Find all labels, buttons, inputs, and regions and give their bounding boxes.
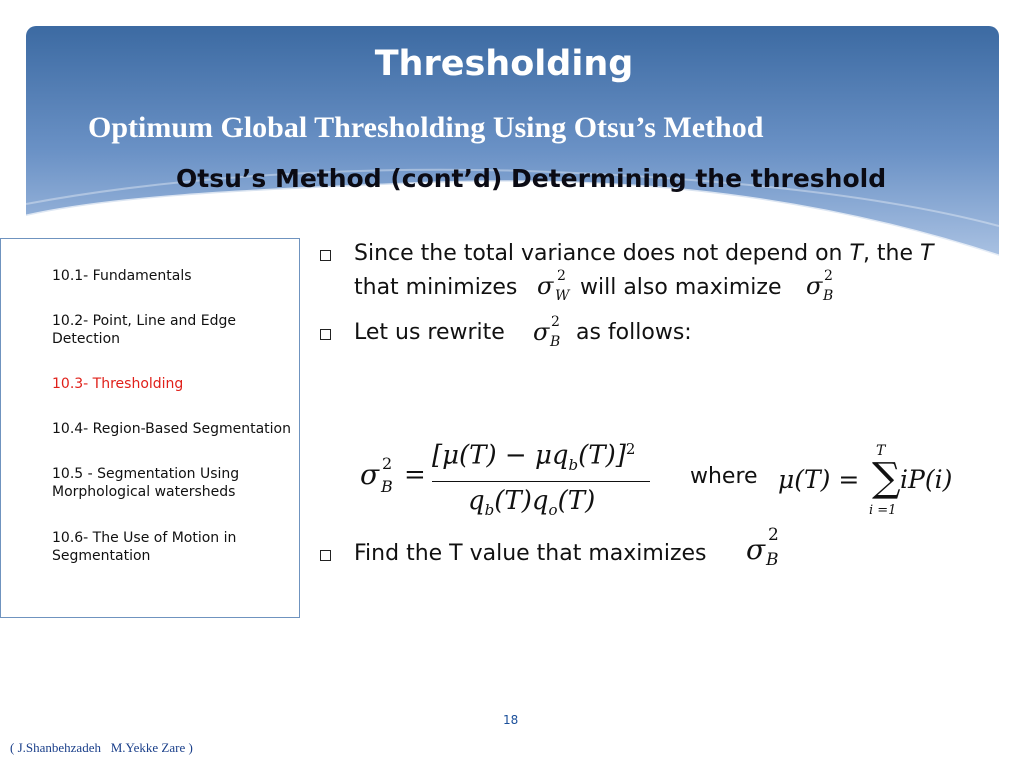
header-banner <box>26 26 999 256</box>
bullet-square-icon <box>320 550 331 561</box>
bullet-2-text-a: Let us rewrite <box>354 320 505 345</box>
slide-subtitle: Optimum Global Thresholding Using Otsu’s Method <box>88 111 764 144</box>
formula-numerator: $[\mu(T) - \mu q_b(T)]^2$ <box>432 440 636 474</box>
bullet-1-line-2-a: that minimizes <box>354 275 518 300</box>
sidebar-item-point-line-edge[interactable]: 10.2- Point, Line and Edge Detection <box>52 313 236 347</box>
bullet-square-icon <box>320 329 331 340</box>
cumulative-mean-formula: μ(T) = ∑ T i =1 iP(i) <box>778 443 953 518</box>
bullet-1-line-1: Since the total variance does not depend on T, the T <box>354 241 934 266</box>
sigma-b-squared: σ 2 B <box>746 525 779 570</box>
bullet-square-icon <box>320 250 331 261</box>
bullet-2-text-b: as follows: <box>576 320 692 345</box>
formula-denominator: $q_b(T)q_o(T)$ <box>468 486 596 520</box>
where-label: where <box>690 464 758 489</box>
fraction-bar <box>432 481 650 482</box>
sigma-b-squared: σ 2 B <box>806 268 834 304</box>
sigma-w-squared: σ 2 W <box>537 268 570 304</box>
between-class-variance-formula: σ 2 B = $[\mu(T) - \mu q_b(T)]^2$ $q_b(T)q_o(T)$ <box>360 440 660 525</box>
bullet-3-text: Find the T value that maximizes <box>354 541 707 566</box>
bullet-1-line-2-b: will also maximize <box>580 275 782 300</box>
sidebar-item-thresholding[interactable]: 10.3- Thresholding <box>52 376 184 392</box>
page-number: 18 <box>503 713 519 727</box>
slide-title: Thresholding <box>374 44 634 84</box>
sidebar-item-motion[interactable]: 10.6- The Use of Motion in Segmentation <box>52 530 237 564</box>
slide-heading: Otsu’s Method (cont’d) Determining the threshold <box>176 164 887 193</box>
sidebar-item-watersheds[interactable]: 10.5 - Segmentation Using Morphological watersheds <box>52 466 240 500</box>
footer-authors: ( J.Shanbehzadeh M.Yekke Zare ) <box>10 740 193 755</box>
sidebar-item-fundamentals[interactable]: 10.1- Fundamentals <box>52 268 192 284</box>
sigma-b-squared: σ 2 B <box>533 314 561 350</box>
sidebar-nav <box>0 238 300 618</box>
sidebar-item-region-based[interactable]: 10.4- Region-Based Segmentation <box>52 421 291 437</box>
